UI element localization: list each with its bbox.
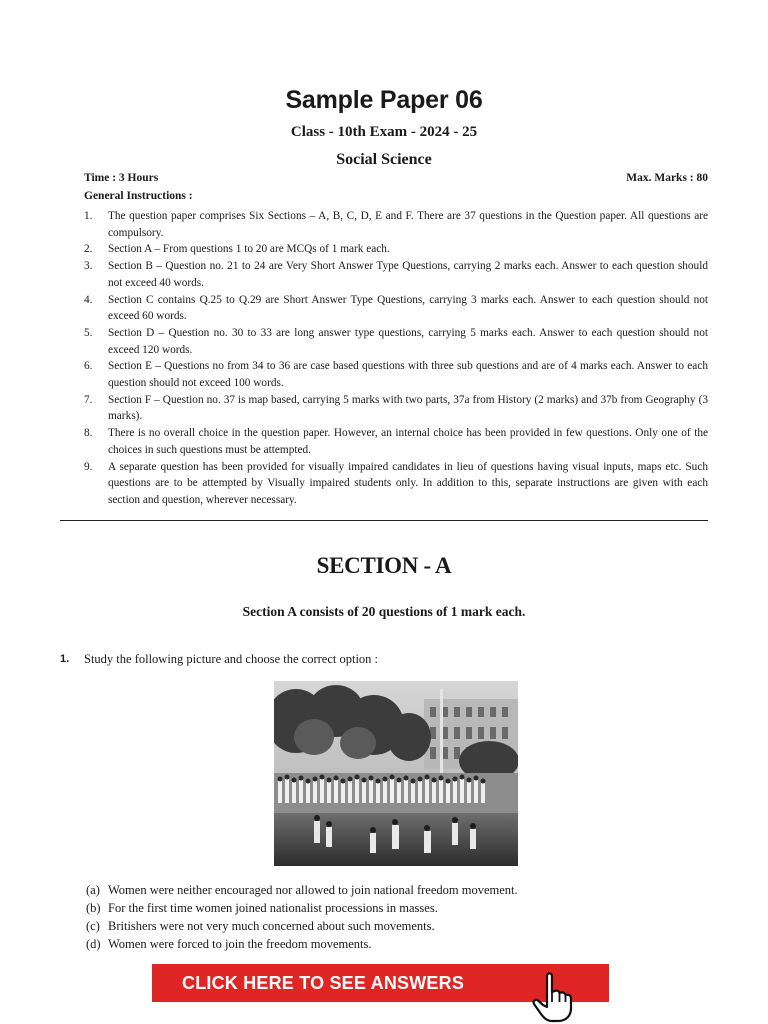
instruction-item	[84, 292, 708, 325]
question-1	[60, 652, 720, 667]
instruction-text: There is no overall choice in the question paper. However, an internal choice has been provided in few questions. Only one of the choices in such questions must be attempted.	[108, 427, 708, 456]
instruction-number: 9.	[84, 460, 93, 473]
horizontal-divider	[60, 520, 708, 521]
general-instructions-heading: General Instructions :	[84, 190, 193, 202]
option-label: (b)	[86, 901, 101, 915]
option-b	[86, 899, 686, 917]
question-1-options	[86, 881, 686, 953]
instruction-item	[84, 358, 708, 391]
instructions-list	[84, 208, 708, 509]
option-text: Women were neither encouraged nor allowed to join national freedom movement.	[108, 883, 518, 897]
instruction-text: Section F – Question no. 37 is map based, carrying 5 marks with two parts, 37a from History (2 marks) and 37b from Geography (3 marks).	[108, 393, 708, 423]
historical-procession-photo	[274, 681, 518, 866]
see-answers-button[interactable]: CLICK HERE TO SEE ANSWERS	[152, 964, 609, 1002]
max-marks-label: Max. Marks : 80	[626, 172, 708, 184]
instruction-text: Section A – From questions 1 to 20 are MCQs of 1 mark each.	[108, 243, 390, 256]
instruction-text: The question paper comprises Six Sections – A, B, C, D, E and F. There are 37 questions in the Question paper. All questions are compulsory.	[108, 210, 708, 239]
option-c	[86, 917, 686, 935]
instruction-item	[84, 459, 708, 509]
subject-name: Social Science	[336, 151, 432, 168]
exam-subtitle: Class - 10th Exam - 2024 - 25	[290, 124, 478, 140]
instruction-item	[84, 258, 708, 291]
instruction-text: Section D – Question no. 30 to 33 are long answer type questions, carrying 5 marks each. Answer to each question should not exceed 120 words.	[108, 326, 708, 356]
option-text: Women were forced to join the freedom movements.	[108, 937, 372, 951]
question-number: 1.	[60, 653, 70, 665]
instruction-number: 3.	[84, 260, 93, 273]
instruction-text: Section E – Questions no from 34 to 36 are case based questions with three sub questions and are of 4 marks each. Answer to each question should not exceed 100 words.	[108, 360, 708, 390]
instruction-number: 1.	[84, 210, 93, 222]
instruction-text: A separate question has been provided for visually impaired candidates in lieu of questions having visual inputs, maps etc. Such questions are to be attempted by Visually impaired students only. In addition to this, separate instructions are given with each section and question, wherever necessary.	[108, 460, 708, 506]
instruction-number: 2.	[84, 243, 93, 256]
option-a	[86, 881, 686, 899]
section-title: SECTION - A	[316, 553, 452, 578]
option-d	[86, 935, 686, 953]
time-label: Time : 3 Hours	[84, 172, 159, 184]
instruction-item	[84, 208, 708, 241]
instruction-number: 7.	[84, 393, 93, 406]
option-label: (c)	[86, 919, 100, 933]
question-text: Study the following picture and choose the correct option :	[84, 652, 379, 666]
option-label: (d)	[86, 937, 101, 951]
option-label: (a)	[86, 883, 100, 897]
procession-photo-image	[274, 681, 518, 866]
section-subtitle: Section A consists of 20 questions of 1 mark each.	[242, 604, 526, 619]
instruction-number: 4.	[84, 293, 93, 306]
instruction-item	[84, 241, 708, 258]
instruction-text: Section B – Question no. 21 to 24 are Very Short Answer Type Questions, carrying 2 marks each. Answer to each question should not exceed 40 words.	[108, 260, 708, 289]
instruction-text: Section C contains Q.25 to Q.29 are Short Answer Type Questions, carrying 3 marks each. Answer to each question should not exceed 60 words.	[108, 293, 708, 323]
instruction-number: 6.	[84, 360, 93, 373]
option-text: For the first time women joined nationalist processions in masses.	[108, 901, 438, 915]
paper-title: Sample Paper 06	[285, 86, 483, 114]
instruction-item	[84, 425, 708, 458]
instruction-item	[84, 392, 708, 425]
instruction-number: 8.	[84, 427, 93, 440]
instruction-item	[84, 325, 708, 358]
pointing-hand-icon	[530, 970, 578, 1024]
option-text: Britishers were not very much concerned about such movements.	[108, 919, 435, 933]
meta-row	[84, 172, 708, 184]
instruction-number: 5.	[84, 326, 93, 339]
